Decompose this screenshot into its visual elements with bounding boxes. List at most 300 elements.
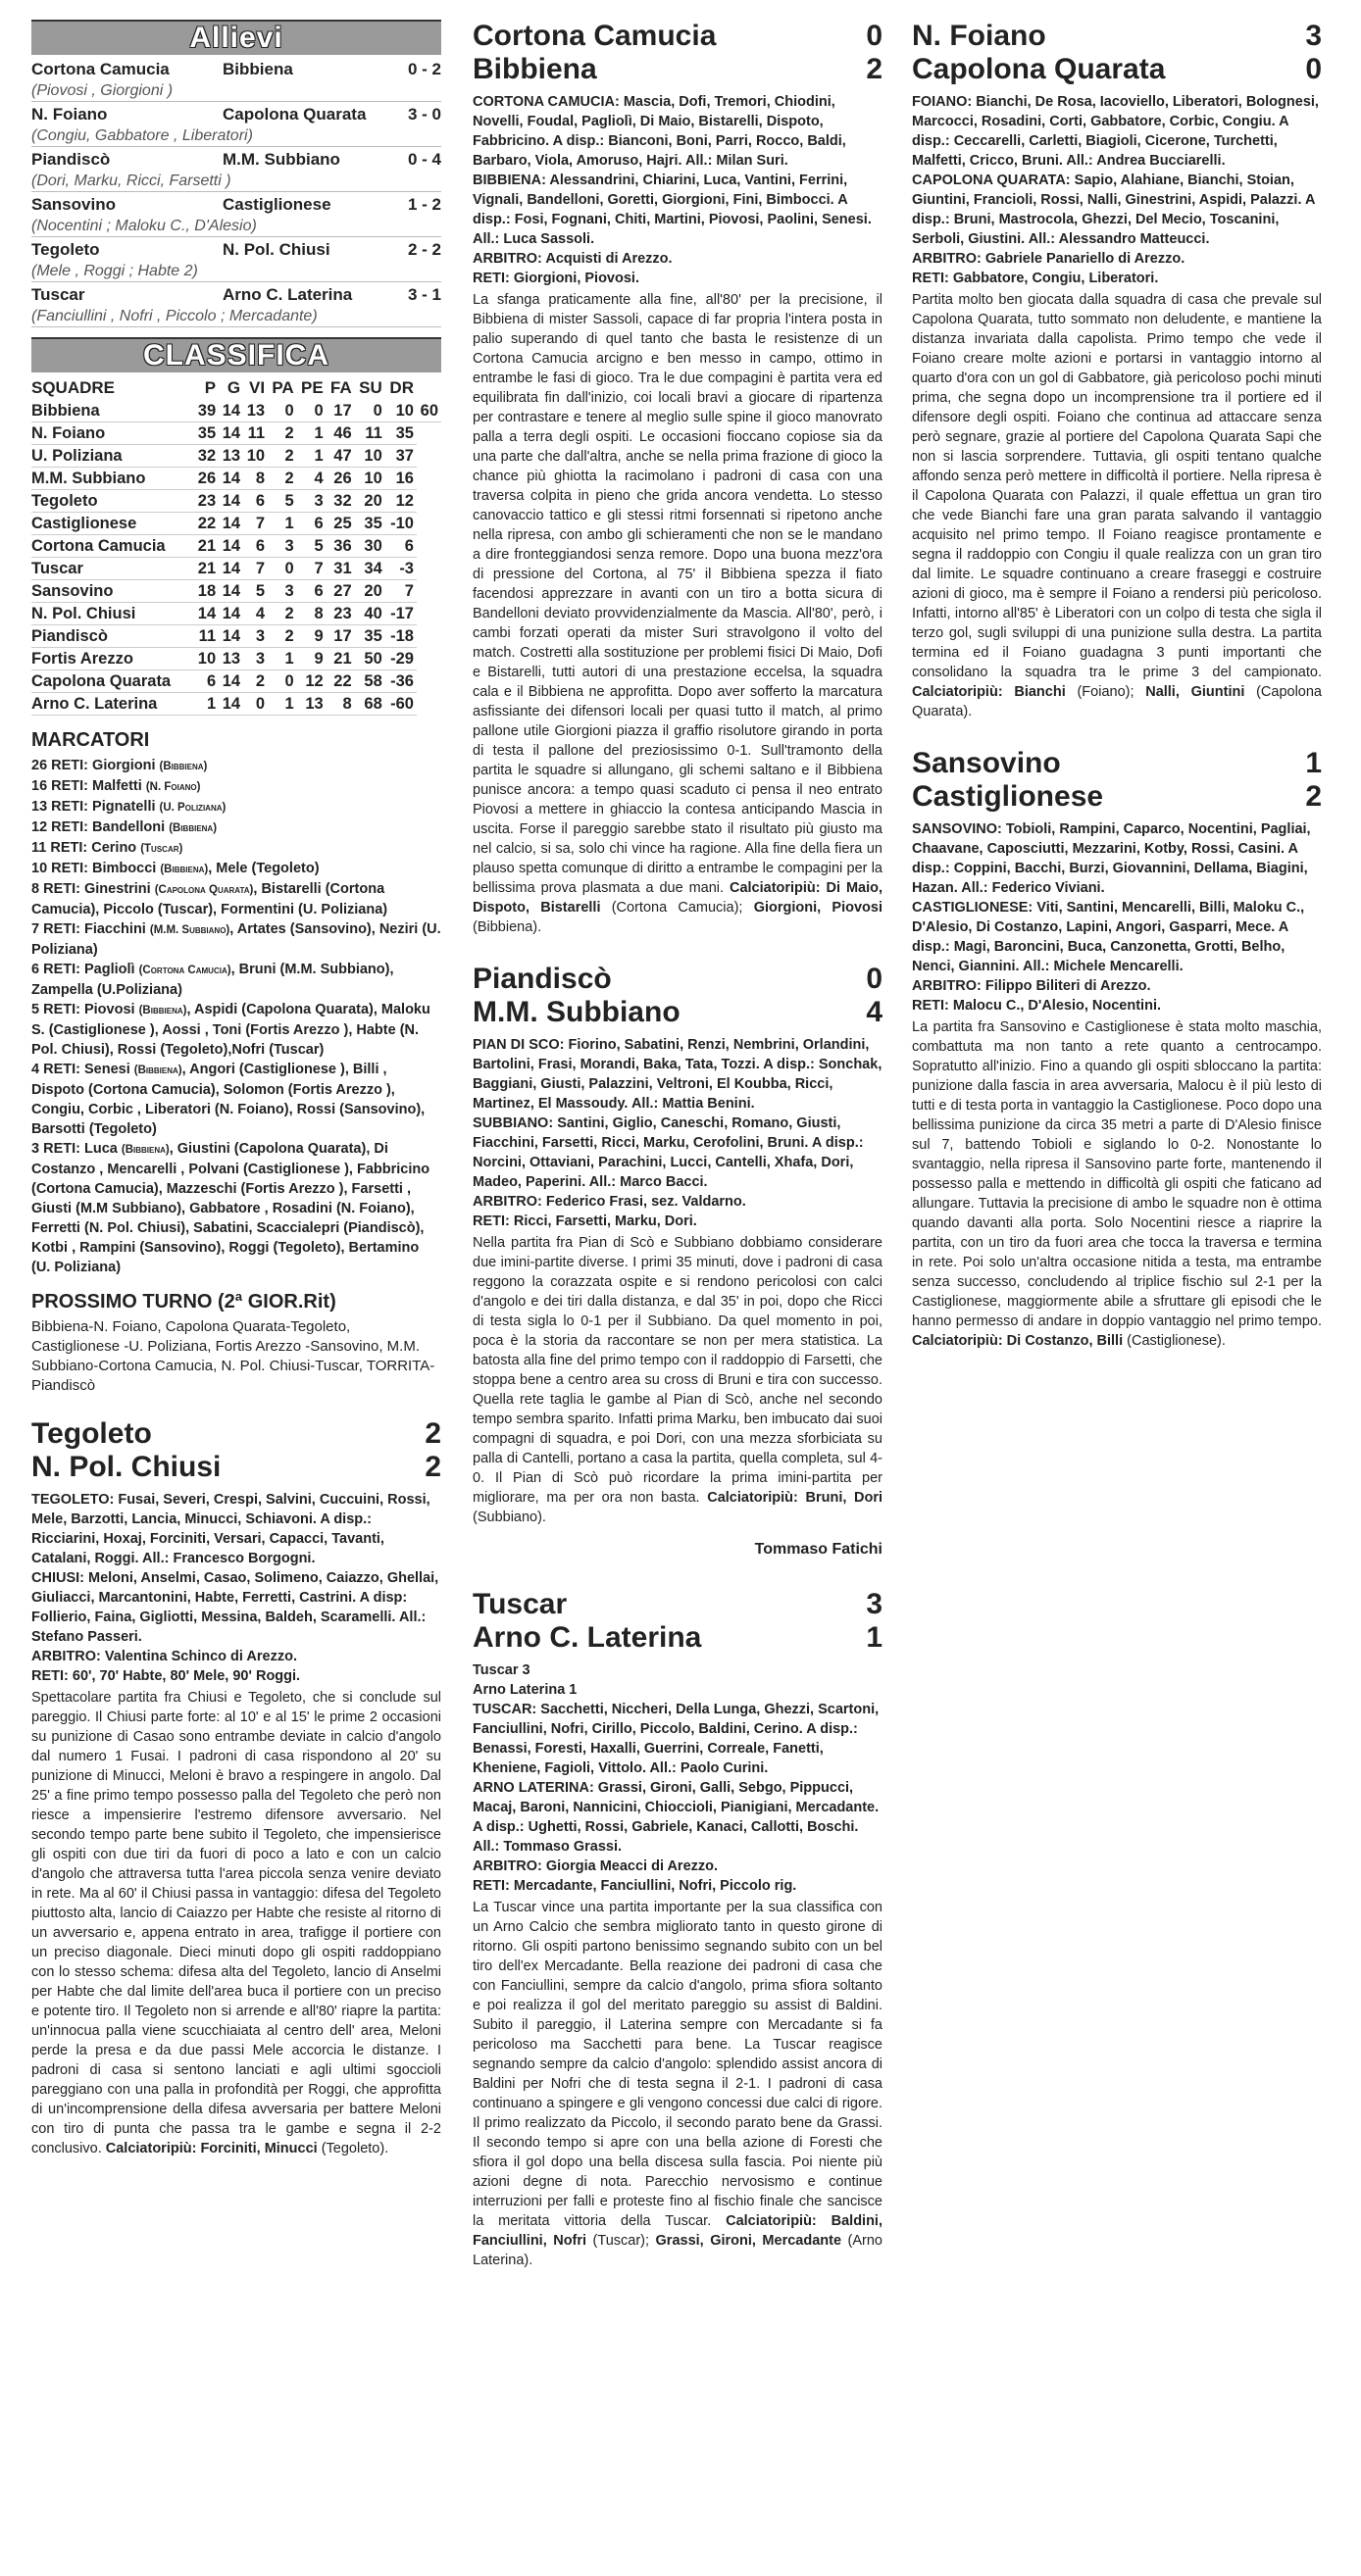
- standings-cell: 0: [243, 693, 268, 716]
- scorer-line: [31, 838, 441, 859]
- standings-cell: 22: [194, 513, 219, 535]
- result-away: Bibbiena: [223, 60, 293, 78]
- away-score: 2: [866, 53, 882, 85]
- standings-cell: 3: [243, 648, 268, 670]
- standings-cell: 47: [327, 445, 355, 468]
- goals: RETI: Mercadante, Fanciullini, Nofri, Piccolo rig.: [473, 1878, 797, 1894]
- standings-cell: 1: [194, 693, 219, 716]
- match-tegoleto: [31, 1417, 441, 2158]
- home-team: Cortona Camucia: [473, 20, 717, 52]
- standings-cell: 6: [194, 670, 219, 693]
- scorer-name: 16 RETI: Malfetti: [31, 778, 146, 794]
- report: La Tuscar vince una partita importante per la sua classifica con un Arno Calcio che sembra migliorato tanto in questo girone di ritorno. Gli ospiti partono benissimo segnando subito con un bel tiro dell'ex Mercadante. Bella reazione dei padroni di casa che con Fanciullini, sempre da calcio d'angolo, prima sfiora soltanto e poi realizza il gol del meritato pareggio su assist di Baldini. Subito il pareggio, il Laterina sempre con Mercadante si fa pericoloso ma Sacchetti para bene. La Tuscar reagisce segnando sempre da calcio d'angolo: splendido assist ancora di Baldini per Nofri che di testa segna il 2-1. I padroni di casa continuano a spingere e gli vengono concessi due calci di rigore. Il primo realizzato da Piccolo, il secondo parato bene da Grassi. Il secondo tempo si apre con una bella azione di Foresti che sfiora il gol dopo una bella discesa sulla fascia. Poi niente più azioni degne di nota. Parecchio nervosismo e continue interruzioni per falli e proteste fino al fischio finale che sancisce la meritata vittoria della Tuscar.: [473, 1900, 882, 2229]
- standings-cell: 40: [355, 603, 385, 625]
- standings-cell: 2: [268, 445, 297, 468]
- best-players-team: (Tuscar);: [586, 2233, 656, 2249]
- standings-cell: 14: [219, 603, 243, 625]
- goals: RETI: 60', 70' Habte, 80' Mele, 90' Roggi.: [31, 1668, 301, 1684]
- standings-cell: 1: [268, 648, 297, 670]
- away-lineup: SUBBIANO: Santini, Giglio, Caneschi, Romano, Giusti, Fiacchini, Farsetti, Ricci, Marku, Cerofolini, Bruni. A disp.: Norcini, Ottaviani, Parachini, Lucci, Cantelli, Xhafa, Dori, Madeo, Paperini. All.: Marco Bacci.: [473, 1115, 864, 1190]
- home-team: N. Foiano: [912, 20, 1046, 52]
- standings-cell: 26: [194, 468, 219, 490]
- standings-cell: 2: [268, 468, 297, 490]
- standings-cell: 14: [219, 580, 243, 603]
- standings-row: [31, 535, 441, 558]
- scorer-rest: , Artates (Sansovino), Neziri (U. Poliziana): [31, 921, 441, 958]
- marcatori-list: [31, 756, 441, 1277]
- scorer-name: 26 RETI: Giorgioni: [31, 758, 160, 773]
- result-row: [31, 59, 441, 80]
- standings-cell: 7: [243, 513, 268, 535]
- standings-team: Arno C. Laterina: [31, 693, 194, 716]
- scorer-team: (Bibbiena): [121, 1144, 170, 1156]
- standings-cell: 14: [219, 400, 243, 422]
- home-lineup: CORTONA CAMUCIA: Mascia, Dofi, Tremori, Chiodini, Novelli, Foudal, Pagliolì, Di Maio, Bistarelli, Dispoto, Fabbricino. A disp.: Bianconi, Boni, Parri, Rocco, Baldi, Barbaro, Viola, Amoruso, Hajri. All.: Milan Suri.: [473, 94, 846, 169]
- standings-team: Fortis Arezzo: [31, 648, 194, 670]
- standings-team: Piandiscò: [31, 625, 194, 648]
- result-scorers: (Nocentini ; Maloku C., D'Alesio): [31, 216, 441, 237]
- result-row: [31, 239, 441, 261]
- scorer-line: [31, 960, 441, 1000]
- match-foiano: [912, 20, 1322, 721]
- standings-cell: 8: [327, 693, 355, 716]
- standings-cell: 31: [327, 558, 355, 580]
- report: Nella partita fra Pian di Scò e Subbiano dobbiamo considerare due imini-partite diverse. I primi 35 minuti, dove i padroni di casa reggono la corazzata ospite e si rendono pericolosi con calci d'angolo e dei tiri dalla distanza, e dal 35' in poi, dopo che Ricci di testa sigla lo 0-1 per il Subbiano. Da quel momento in poi, poca è la storia da raccontare se non per mera statistica. La batosta alla fine del primo tempo con il raddoppio di Farsetti, che stoppa bene a centro area su cross di Bruni e tira con successo. Quella rete taglia le gambe al Pian di Scò, anche nel secondo tempo sembra sparito. Infatti prima Marku, ben imbucato dai suoi compagni di squadra, e poi Dori, con una mezza sforbiciata su palla di Cantelli, portano a casa la partita, quella completa, sul 4-0. Il Pian di Scò può ricordare la prima imini-partita per migliorare, ma per ora non basta.: [473, 1235, 882, 1506]
- result-score: 0 - 4: [407, 150, 441, 169]
- away-lineup: CASTIGLIONESE: Viti, Santini, Mencarelli, Billi, Maloku C., D'Alesio, Di Costanzo, Lapini, Angori, Gasparri, Mece. A disp.: Magi, Baroncini, Buca, Canzonetta, Grotti, Belho, Nenci, Giannini. All.: Michele Mencarelli.: [912, 900, 1305, 974]
- standings-cell: 1: [268, 513, 297, 535]
- scorer-name: 11 RETI: Cerino: [31, 840, 141, 856]
- standings-team: Capolona Quarata: [31, 670, 194, 693]
- standings-team: Tuscar: [31, 558, 194, 580]
- referee: ARBITRO: Gabriele Panariello di Arezzo.: [912, 251, 1185, 267]
- result-home: N. Foiano: [31, 105, 108, 124]
- standings-cell: 34: [355, 558, 385, 580]
- result-score: 2 - 2: [407, 240, 441, 259]
- standings-row: [31, 445, 441, 468]
- away-team: Arno C. Laterina: [473, 1621, 702, 1654]
- scorer-line: [31, 879, 441, 919]
- scorer-line: [31, 776, 441, 797]
- standings-row: [31, 513, 441, 535]
- standings-cell: 6: [297, 513, 327, 535]
- home-lineup: TUSCAR: Sacchetti, Niccheri, Della Lunga, Ghezzi, Scartoni, Fanciullini, Nofri, Cirillo, Piccolo, Baldini, Cerino. A disp.: Benassi, Foresti, Haxalli, Guerrini, Correale, Fanetti, Kheniene, Fagioli, Vittolo. All.: Paolo Curini.: [473, 1702, 880, 1776]
- standings-cell: 25: [327, 513, 355, 535]
- scorer-name: 4 RETI: Senesi: [31, 1062, 134, 1077]
- referee: ARBITRO: Acquisti di Arezzo.: [473, 251, 673, 267]
- scorer-name: 3 RETI: Luca: [31, 1141, 122, 1157]
- home-score: 0: [866, 963, 882, 995]
- scorer-team: (Bibbiena): [159, 761, 208, 772]
- standings-cell: 35: [355, 625, 385, 648]
- standings-cell: 68: [355, 693, 385, 716]
- standings-cell: 14: [219, 535, 243, 558]
- result-away: Capolona Quarata: [223, 105, 367, 124]
- standings-cell: 23: [327, 603, 355, 625]
- report: La partita fra Sansovino e Castiglionese è stata molto maschia, combattuta ma non tanto a rete quanto a centrocampo. Sopratutto all'inizio. Fino a quando gli ospiti sbloccano la partita: punizione dalla fascia in area avversaria, Malocu è il più lesto di tutti e di testa porta in vantaggio la Castiglionese. Poco dopo una bellissima punizione da circa 35 metri a parte di D'Alesio finisce sul 7, battendo Tobioli e siglando lo 0-2. Nonostante lo svantaggio, nella ripresa il Sansovino parte forte, mantenendo il possesso palla e mettendo in difficoltà gli ospiti che faticano ad allungare. Tuttavia la precisione di ambo le squadre non è ottima quando davanti alla porta. Solo Nocentini riesce a riaprire la partita, con un tiro da fuori area che tocca la traversa e termina in rete. Poi solo un'altra occasione nitida a testa, ma entrambe senza successo, concludendo al triplice fischio sul 2-1 per la Castiglionese, maggiormente abile a sfruttare gli episodi che le hanno permesso di andare in doppio vantaggio nel primo tempo.: [912, 1019, 1322, 1329]
- scorer-rest: , Angori (Castiglionese ), Billi , Dispoto (Cortona Camucia), Solomon (Fortis Arezzo ), Congiu, Corbic , Liberatori (N. Foiano), Rossi (Sansovino), Barsotti (Tegoleto): [31, 1062, 426, 1137]
- standings-cell: -29: [385, 648, 417, 670]
- best-players: Calciatoripiù: Bianchi: [912, 684, 1066, 700]
- home-team: Piandiscò: [473, 963, 612, 995]
- standings-row: [31, 490, 441, 513]
- standings-cell: 14: [219, 468, 243, 490]
- scorer-team: (Cortona Camucia): [138, 965, 231, 976]
- result-scorers: (Dori, Marku, Ricci, Farsetti ): [31, 171, 441, 192]
- standings-team: Sansovino: [31, 580, 194, 603]
- scorer-name: 13 RETI: Pignatelli: [31, 799, 160, 815]
- best-players-2: Grassi, Gironi, Mercadante: [655, 2233, 842, 2249]
- result-scorers: (Congiu, Gabbatore , Liberatori): [31, 125, 441, 147]
- standings-cell: 21: [194, 558, 219, 580]
- pre-score-1: Tuscar 3: [473, 1662, 530, 1678]
- scorer-rest: , Mele (Tegoleto): [208, 861, 320, 876]
- scorer-line: [31, 756, 441, 776]
- results-list: [31, 59, 441, 327]
- standings-cell: 2: [243, 670, 268, 693]
- standings-cell: -10: [385, 513, 417, 535]
- referee: ARBITRO: Federico Frasi, sez. Valdarno.: [473, 1194, 746, 1210]
- scorer-team: (N. Foiano): [145, 781, 201, 793]
- standings-cell: 58: [355, 670, 385, 693]
- standings-cell: 21: [194, 535, 219, 558]
- scorer-name: 6 RETI: Pagliolì: [31, 962, 139, 977]
- standings-cell: 0: [268, 558, 297, 580]
- scorer-line: [31, 1139, 441, 1277]
- standings-team: Tegoleto: [31, 490, 194, 513]
- best-players-2: Giorgioni, Piovosi: [753, 900, 882, 916]
- report: La sfanga praticamente alla fine, all'80' per la precisione, il Bibbiena di mister Sassoli, capace di far propria l'intera posta in palio superando di quel tanto che basta le resistenze di un Cortona Camucia arcigno e ben messo in campo, ottimo in entrambe le fasi di gioco. Tra le due compagini è partita vera ed equilibrata fin dall'inizio, coi locali bravi a giocare di ripartenza per contrastare e tenere al meglio sulle spine il gioco manovrato palla a terra degli ospiti. Le occasioni fioccano copiose sia da una parte che dall'altra, anche se nella prima frazione di gioco la chance più ghiotta la racimolano i padroni di casa con una traversa colpita in pieno che grida ancora vendetta. Lo stesso canovaccio tattico e gli stessi ritmi forsennati si ripetono anche nella ripresa, con ambo gli schieramenti che non se le mandano a dire fronteggiandosi senza remore. Dopo una buona mezz'ora di pressione del Cortona, al 75' il Bibbiena spezza il fiato facendosi apprezzare in avanti con un tiro a botta sicura di Bandelloni deviato provvidenzialmente da Mascia. All'80', però, i cambi forzati operati da mister Suri stravolgono il volto del match. Costretti alla sostituzione per problemi fisici Di Maio, Dofi e Bistarelli, tutti autori di una prestazione eccelsa, la squadra cala e il Bibbiena ne approfitta. Dopo aver sofferto la marcatura asfissiante dei difensori locali per quasi tutto il match, al primo pallone utile Giorgioni piazza il graffio risolutore girando in porta di testa il pallone del preziosissimo 0-1. Sull'tramonto della partita le squadre si allungano, gli schemi saltano e il Bibbiena punisce ancora: a tempo quasi scaduto ci pensa il neo entrato Piovosi a mettere in ghiaccio la contesa anticipando Mascia in uscita. Forse il pareggio sarebbe stato il risultato più giusto ma nel calcio, si sa, solo chi vince ha ragione. Alla fine della fiera un plauso spetta comunque di diritto a entrambe le compagini per la bellissima prova plasmata a due mani.: [473, 292, 882, 896]
- match-sansovino: [912, 747, 1322, 1351]
- best-players: Calciatoripiù: Bruni, Dori: [707, 1490, 883, 1506]
- best-players-team: (Tegoleto).: [317, 2141, 389, 2156]
- standings-cell: 32: [194, 445, 219, 468]
- prossimo-title: PROSSIMO TURNO (2ª GIOR.Rit): [31, 1291, 336, 1313]
- standings-col-header: SU: [359, 378, 382, 397]
- standings-cell: 2: [268, 625, 297, 648]
- standings-cell: 14: [219, 625, 243, 648]
- marcatori-title: MARCATORI: [31, 729, 150, 751]
- standings-cell: 12: [297, 670, 327, 693]
- home-score: 3: [1305, 20, 1322, 52]
- standings-team: Castiglionese: [31, 513, 194, 535]
- referee: ARBITRO: Giorgia Meacci di Arezzo.: [473, 1858, 719, 1874]
- standings-cell: 10: [243, 445, 268, 468]
- scorer-line: [31, 1060, 441, 1139]
- standings-cell: 0: [268, 670, 297, 693]
- standings-col-header: P: [204, 378, 217, 397]
- result-score: 1 - 2: [407, 195, 441, 214]
- standings-cell: 14: [219, 513, 243, 535]
- classifica-banner: CLASSIFICA: [31, 337, 441, 372]
- standings-cell: 10: [355, 468, 385, 490]
- standings-cell: 35: [355, 513, 385, 535]
- result-score: 0 - 2: [407, 60, 441, 78]
- standings-col-header: VI: [249, 378, 266, 397]
- standings-cell: 32: [327, 490, 355, 513]
- result-row: [31, 104, 441, 125]
- standings-cell: 18: [194, 580, 219, 603]
- standings-cell: 9: [297, 648, 327, 670]
- standings-cell: 17: [327, 625, 355, 648]
- scorer-line: [31, 817, 441, 838]
- away-score: 1: [866, 1621, 882, 1654]
- result-scorers: (Mele , Roggi ; Habte 2): [31, 261, 441, 282]
- standings-cell: 6: [385, 535, 417, 558]
- standings-team: Cortona Camucia: [31, 535, 194, 558]
- scorer-line: [31, 797, 441, 817]
- result-home: Tuscar: [31, 285, 85, 304]
- standings-cell: 14: [219, 670, 243, 693]
- best-players-team: (Castiglionese).: [1123, 1333, 1226, 1349]
- result-row: [31, 149, 441, 171]
- standings-row: [31, 558, 441, 580]
- scorer-name: 10 RETI: Bimbocci: [31, 861, 161, 876]
- referee: ARBITRO: Filippo Biliteri di Arezzo.: [912, 978, 1151, 994]
- standings-cell: 46: [327, 422, 355, 445]
- home-score: 0: [866, 20, 882, 52]
- standings-cell: 11: [194, 625, 219, 648]
- standings-cell: 9: [297, 625, 327, 648]
- home-score: 2: [425, 1417, 441, 1450]
- standings-col-header: PE: [301, 378, 324, 397]
- standings-row: [31, 400, 441, 422]
- standings-row: [31, 422, 441, 445]
- standings-cell: 1: [297, 422, 327, 445]
- standings-cell: 12: [385, 490, 417, 513]
- away-lineup: ARNO LATERINA: Grassi, Gironi, Galli, Sebgo, Pippucci, Macaj, Baroni, Nannicini, Chioccioli, Pianigiani, Mercadante. A disp.: Ughetti, Rossi, Gabriele, Kanaci, Callotti, Boschi. All.: Tommaso Grassi.: [473, 1780, 880, 1855]
- result-away: Castiglionese: [223, 195, 331, 214]
- home-team: Sansovino: [912, 747, 1061, 779]
- standings-cell: 17: [327, 400, 355, 422]
- standings-cell: 8: [297, 603, 327, 625]
- standings-row: [31, 693, 441, 716]
- prossimo-text: Bibbiena-N. Foiano, Capolona Quarata-Tegoleto, Castiglionese -U. Poliziana, Fortis Arezzo -Sansovino, M.M. Subbiano-Cortona Camucia, N. Pol. Chiusi-Tuscar, TORRITA-Piandiscò: [31, 1318, 435, 1394]
- home-score: 3: [866, 1588, 882, 1620]
- best-players: Calciatoripiù: Di Costanzo, Billi: [912, 1333, 1124, 1349]
- allievi-banner: Allievi: [31, 20, 441, 55]
- best-players-team-2: (Capolona Quarata).: [912, 684, 1322, 719]
- standings-cell: 13: [243, 400, 268, 422]
- standings-cell: 30: [355, 535, 385, 558]
- standings-cell: 35: [194, 422, 219, 445]
- standings-cell: 11: [243, 422, 268, 445]
- standings-cell: -36: [385, 670, 417, 693]
- report: Partita molto ben giocata dalla squadra di casa che prevale sul Capolona Quarata, tutto sommato non deludente, e mantiene la distanza invariata dalla capolista. Primo tempo che vede il Foiano creare molte azioni e portarsi in vantaggio intorno al quarto d'ora con un gol di Gabbatore, già pericoloso pochi minuti prima, che segna dopo un incomprensione tra il portiere ed il difensore degli ospiti. Foiano che continua ad attaccare senza però segnare, grazie al portiere del Capolona Quarata Sapi che non si lascia sorprendere. Tuttavia, gli ospiti tentano qualche affondo senza però mettere in difficoltà il portiere. Nella ripresa è il Capolona Quarata con Palazzi, il quale effettua un gran tiro che vede Bianchi fare una gran parata salvando il vantaggio acquisito nel primo tempo. Il Foiano reagisce prontamente e segna il raddoppio con Congiu il quale realizza con un gran tiro dal limite. Le squadre continuano a creare fraseggi e costruire azioni di gioco, ma è sempre il Foiano a rendersi più pericoloso. Infatti, intorno all'85' è Liberatori con un colpo di testa che sigla il terzo gol, sugli sviluppi di una punizione sulla destra. La partita termina ed il Foiano guadagna 3 punti importanti che consolidano la squadra tra le prime 3 del campionato.: [912, 292, 1322, 680]
- standings-row: [31, 603, 441, 625]
- standings-row: [31, 648, 441, 670]
- standings-cell: 6: [297, 580, 327, 603]
- standings-cell: 36: [327, 535, 355, 558]
- home-lineup: FOIANO: Bianchi, De Rosa, Iacoviello, Liberatori, Bolognesi, Marcocci, Rosadini, Corti, Gabbatore, Corbic, Congiu. A disp.: Ceccarelli, Carletti, Biagioli, Cicerone, Turchetti, Malfetti, Cricco, Bruni. All.: Andrea Bucciarelli.: [912, 94, 1319, 169]
- best-players-team: (Subbiano).: [473, 1510, 546, 1525]
- standings-cell: 7: [297, 558, 327, 580]
- standings-cell: 21: [327, 648, 355, 670]
- goals: RETI: Gabbatore, Congiu, Liberatori.: [912, 271, 1159, 286]
- away-team: Capolona Quarata: [912, 53, 1166, 85]
- best-players-team: (Foiano);: [1065, 684, 1146, 700]
- best-players: Calciatoripiù: Baldini, Fanciullini, Nofri: [473, 2213, 882, 2249]
- result-row: [31, 284, 441, 306]
- scorer-line: [31, 859, 441, 879]
- away-lineup: CAPOLONA QUARATA: Sapio, Alahiane, Bianchi, Stoian, Giuntini, Francioli, Rossi, Nalli, Ginestrini, Aspidi, Palazzi. A disp.: Bruni, Mastrocola, Ghezzi, Del Mecio, Toscanini, Serboli, Giustini. All.: Alessandro Matteucci.: [912, 173, 1315, 247]
- column-middle: [473, 20, 882, 2270]
- scorer-name: 5 RETI: Piovosi: [31, 1002, 139, 1017]
- standings-cell: 14: [219, 558, 243, 580]
- result-row: [31, 194, 441, 216]
- standings-cell: 60: [417, 400, 441, 422]
- best-players: Calciatoripiù: Di Maio, Dispoto, Bistarelli: [473, 880, 883, 916]
- standings-col-header: SQUADRE: [31, 378, 116, 397]
- standings-cell: 6: [243, 535, 268, 558]
- result-away: Arno C. Laterina: [223, 285, 353, 304]
- standings-cell: 26: [327, 468, 355, 490]
- goals: RETI: Ricci, Farsetti, Marku, Dori.: [473, 1214, 697, 1229]
- result-scorers: (Piovosi , Giorgioni ): [31, 80, 441, 102]
- away-score: 4: [866, 996, 882, 1028]
- scorer-line: [31, 1000, 441, 1060]
- home-team: Tegoleto: [31, 1417, 152, 1450]
- away-team: N. Pol. Chiusi: [31, 1451, 222, 1483]
- standings-cell: 22: [327, 670, 355, 693]
- standings-cell: 50: [355, 648, 385, 670]
- home-lineup: TEGOLETO: Fusai, Severi, Crespi, Salvini, Cuccuini, Rossi, Mele, Barzotti, Lancia, Minucci, Schiavoni. A disp.: Ricciarini, Hoxaj, Forciniti, Versari, Capacci, Tavanti, Catalani, Roggi. All.: Francesco Borgogni.: [31, 1492, 430, 1566]
- result-scorers: (Fanciullini , Nofri , Piccolo ; Mercadante): [31, 306, 441, 327]
- away-team: Bibbiena: [473, 53, 597, 85]
- standings-header: [31, 376, 441, 400]
- standings-cell: 35: [385, 422, 417, 445]
- standings-cell: -17: [385, 603, 417, 625]
- scorer-team: (U. Poliziana): [159, 802, 227, 814]
- standings-cell: 4: [243, 603, 268, 625]
- result-away: M.M. Subbiano: [223, 150, 340, 169]
- standings-cell: 1: [268, 693, 297, 716]
- scorer-line: [31, 919, 441, 960]
- standings-row: [31, 625, 441, 648]
- result-away: N. Pol. Chiusi: [223, 240, 330, 259]
- standings-team: N. Foiano: [31, 422, 194, 445]
- result-home: Sansovino: [31, 195, 116, 214]
- standings-cell: 13: [219, 648, 243, 670]
- scorer-team: (Bibbiena): [133, 1065, 182, 1076]
- standings-cell: 4: [297, 468, 327, 490]
- standings-cell: 23: [194, 490, 219, 513]
- best-players-team-2: (Bibbiena).: [473, 919, 542, 935]
- column-left: [31, 20, 441, 2158]
- referee: ARBITRO: Valentina Schinco di Arezzo.: [31, 1649, 297, 1664]
- standings-cell: 13: [219, 445, 243, 468]
- standings-cell: -3: [385, 558, 417, 580]
- standings-cell: 3: [268, 535, 297, 558]
- away-score: 0: [1305, 53, 1322, 85]
- match-tuscar: [473, 1588, 882, 2270]
- best-players-team: (Cortona Camucia);: [600, 900, 754, 916]
- standings-row: [31, 580, 441, 603]
- report: Spettacolare partita fra Chiusi e Tegoleto, che si conclude sul pareggio. Il Chiusi parte forte: al 10' e al 15' le prime 2 occasioni su punizione di Casao sono entrambe deviate in calcio d'angolo dal numero 1 Fusai. I padroni di casa rispondono al 20' su punizione di Minucci, Meloni è bravo a respingere in angolo. Dal 25' a fine primo tempo possesso palla del Tegoleto che però non riesce a impensierire l'estremo difensore avversario. Nel secondo tempo parte bene subito il Tegoleto, che impensierisce gli ospiti con due tiri da fuori di poco a lato e con un calcio d'angolo che attraversa tutta l'area piccola senza venire deviato in rete. Ma al 60' il Chiusi passa in vantaggio: difesa del Tegoleto piuttosto alta, lancio di Caiazzo per Habte che resiste al ritorno di un avversario e, appena entrato in area, trafigge il portiere con un preciso diagonale. Dieci minuti dopo gli ospiti raddoppiano con lo stesso schema: difesa alta del Tegoleto, lancio di Anselmi per Habte che dal limite dell'area buca il portiere con un preciso e potente tiro. Il Tegoleto non si arrende e all'80' riapre la partita: un'innocua palla viene scucchiaiata al centro dell' area, Meloni perde la presa e da due passi Mele accorcia le distanze. I padroni di casa si sentono lanciati e agli ultimi sgoccioli pareggiano con una palla in profondità per Roggi, che approfitta di un'incomprensione della difesa avversaria per battere Meloni con tiro di punta che passa tra le gambe e segna il 2-2 conclusivo.: [31, 1690, 441, 2156]
- standings-team: Bibbiena: [31, 400, 194, 422]
- standings-col-header: G: [227, 378, 241, 397]
- column-right: [912, 20, 1322, 1351]
- standings-cell: 16: [385, 468, 417, 490]
- home-lineup: SANSOVINO: Tobioli, Rampini, Caparco, Nocentini, Pagliai, Chaavane, Caposciutti, Mezzarini, Kotby, Rossi, Casini. A disp.: Coppini, Bacchi, Burzi, Giovannini, Dellama, Biagini, Hazan. All.: Federico Viviani.: [912, 821, 1311, 896]
- scorer-team: (Capolona Quarata): [154, 884, 254, 896]
- standings-cell: 2: [268, 422, 297, 445]
- goals: RETI: Malocu C., D'Alesio, Nocentini.: [912, 998, 1161, 1014]
- standings-cell: 6: [243, 490, 268, 513]
- away-team: M.M. Subbiano: [473, 996, 680, 1028]
- standings-cell: 14: [219, 693, 243, 716]
- away-score: 2: [425, 1451, 441, 1483]
- standings-cell: 20: [355, 580, 385, 603]
- match-cortona: [473, 20, 882, 937]
- scorer-rest: , Bruni (M.M. Subbiano), Zampella (U.Poliziana): [31, 962, 394, 998]
- standings-cell: 10: [194, 648, 219, 670]
- home-score: 1: [1305, 747, 1322, 779]
- match-piandisco: [473, 963, 882, 1559]
- standings-row: [31, 670, 441, 693]
- standings-cell: 27: [327, 580, 355, 603]
- standings-cell: 3: [297, 490, 327, 513]
- standings-cell: 11: [355, 422, 385, 445]
- scorer-rest: , Giustini (Capolona Quarata), Di Costanzo , Mencarelli , Polvani (Castiglionese ), Fabbricino (Cortona Camucia), Mazzeschi (Fortis Arezzo ), Farsetti , Giusti (M.M Subbiano), Gabbatore , Rosadini (N. Foiano), Ferretti (N. Pol. Chiusi), Sabatini, Scaccialepri (Piandiscò), Kotbi , Rampini (Sansovino), Roggi (Tegoleto), Bertamino (U. Poliziana): [31, 1141, 430, 1275]
- standings-cell: 3: [243, 625, 268, 648]
- standings-cell: 7: [243, 558, 268, 580]
- scorer-team: (Bibbiena): [169, 822, 218, 834]
- standings-cell: 10: [385, 400, 417, 422]
- scorer-team: (Tuscar): [140, 843, 183, 855]
- standings-cell: 3: [268, 580, 297, 603]
- result-score: 3 - 1: [407, 285, 441, 304]
- home-team: Tuscar: [473, 1588, 568, 1620]
- home-lineup: PIAN DI SCO: Fiorino, Sabatini, Renzi, Nembrini, Orlandini, Bartolini, Frasi, Morandi, Baka, Tata, Tozzi. A disp.: Sonchak, Baggiani, Giusti, Palazzini, Veltroni, El Koubba, Ricci, Martinez, El Massoudy. All.: Mattia Benini.: [473, 1037, 882, 1112]
- away-lineup: CHIUSI: Meloni, Anselmi, Casao, Solimeno, Caiazzo, Ghellai, Giuliacci, Marcantonini, Habte, Ferretti, Castrini. A disp: Follierio, Faina, Gigliotti, Messina, Baldeh, Scaramelli. All.: Stefano Passeri.: [31, 1570, 439, 1645]
- standings-cell: 37: [385, 445, 417, 468]
- scorer-name: 12 RETI: Bandelloni: [31, 819, 170, 835]
- standings-table: [31, 376, 441, 716]
- scorer-team: (Bibbiena): [160, 864, 209, 875]
- standings-cell: 14: [194, 603, 219, 625]
- standings-cell: 10: [355, 445, 385, 468]
- standings-team: N. Pol. Chiusi: [31, 603, 194, 625]
- scorer-rest: , Aspidi (Capolona Quarata), Maloku S. (Castiglionese ), Aossi , Toni (Fortis Arezzo ), Habte (N. Pol. Chiusi), Rossi (Tegoleto),Nofri (Tuscar): [31, 1002, 430, 1058]
- away-team: Castiglionese: [912, 780, 1104, 813]
- standings-cell: 0: [297, 400, 327, 422]
- author: Tommaso Fatichi: [754, 1541, 882, 1558]
- result-score: 3 - 0: [407, 105, 441, 124]
- standings-cell: 8: [243, 468, 268, 490]
- scorer-team: (M.M. Subbiano): [149, 924, 230, 936]
- standings-cell: -18: [385, 625, 417, 648]
- scorer-team: (Bibbiena): [138, 1005, 187, 1016]
- standings-cell: 14: [219, 490, 243, 513]
- standings-team: M.M. Subbiano: [31, 468, 194, 490]
- standings-cell: -60: [385, 693, 417, 716]
- standings-team: U. Poliziana: [31, 445, 194, 468]
- standings-cell: 0: [355, 400, 385, 422]
- goals: RETI: Giorgioni, Piovosi.: [473, 271, 639, 286]
- standings-cell: 5: [243, 580, 268, 603]
- standings-cell: 1: [297, 445, 327, 468]
- standings-cell: 5: [268, 490, 297, 513]
- standings-cell: 14: [219, 422, 243, 445]
- scorer-rest: , Bistarelli (Cortona Camucia), Piccolo (Tuscar), Formentini (U. Poliziana): [31, 881, 388, 917]
- standings-cell: 13: [297, 693, 327, 716]
- result-home: Tegoleto: [31, 240, 100, 259]
- standings-col-header: FA: [329, 378, 352, 397]
- standings-col-header: PA: [272, 378, 294, 397]
- standings-body: [31, 400, 441, 716]
- standings-row: [31, 468, 441, 490]
